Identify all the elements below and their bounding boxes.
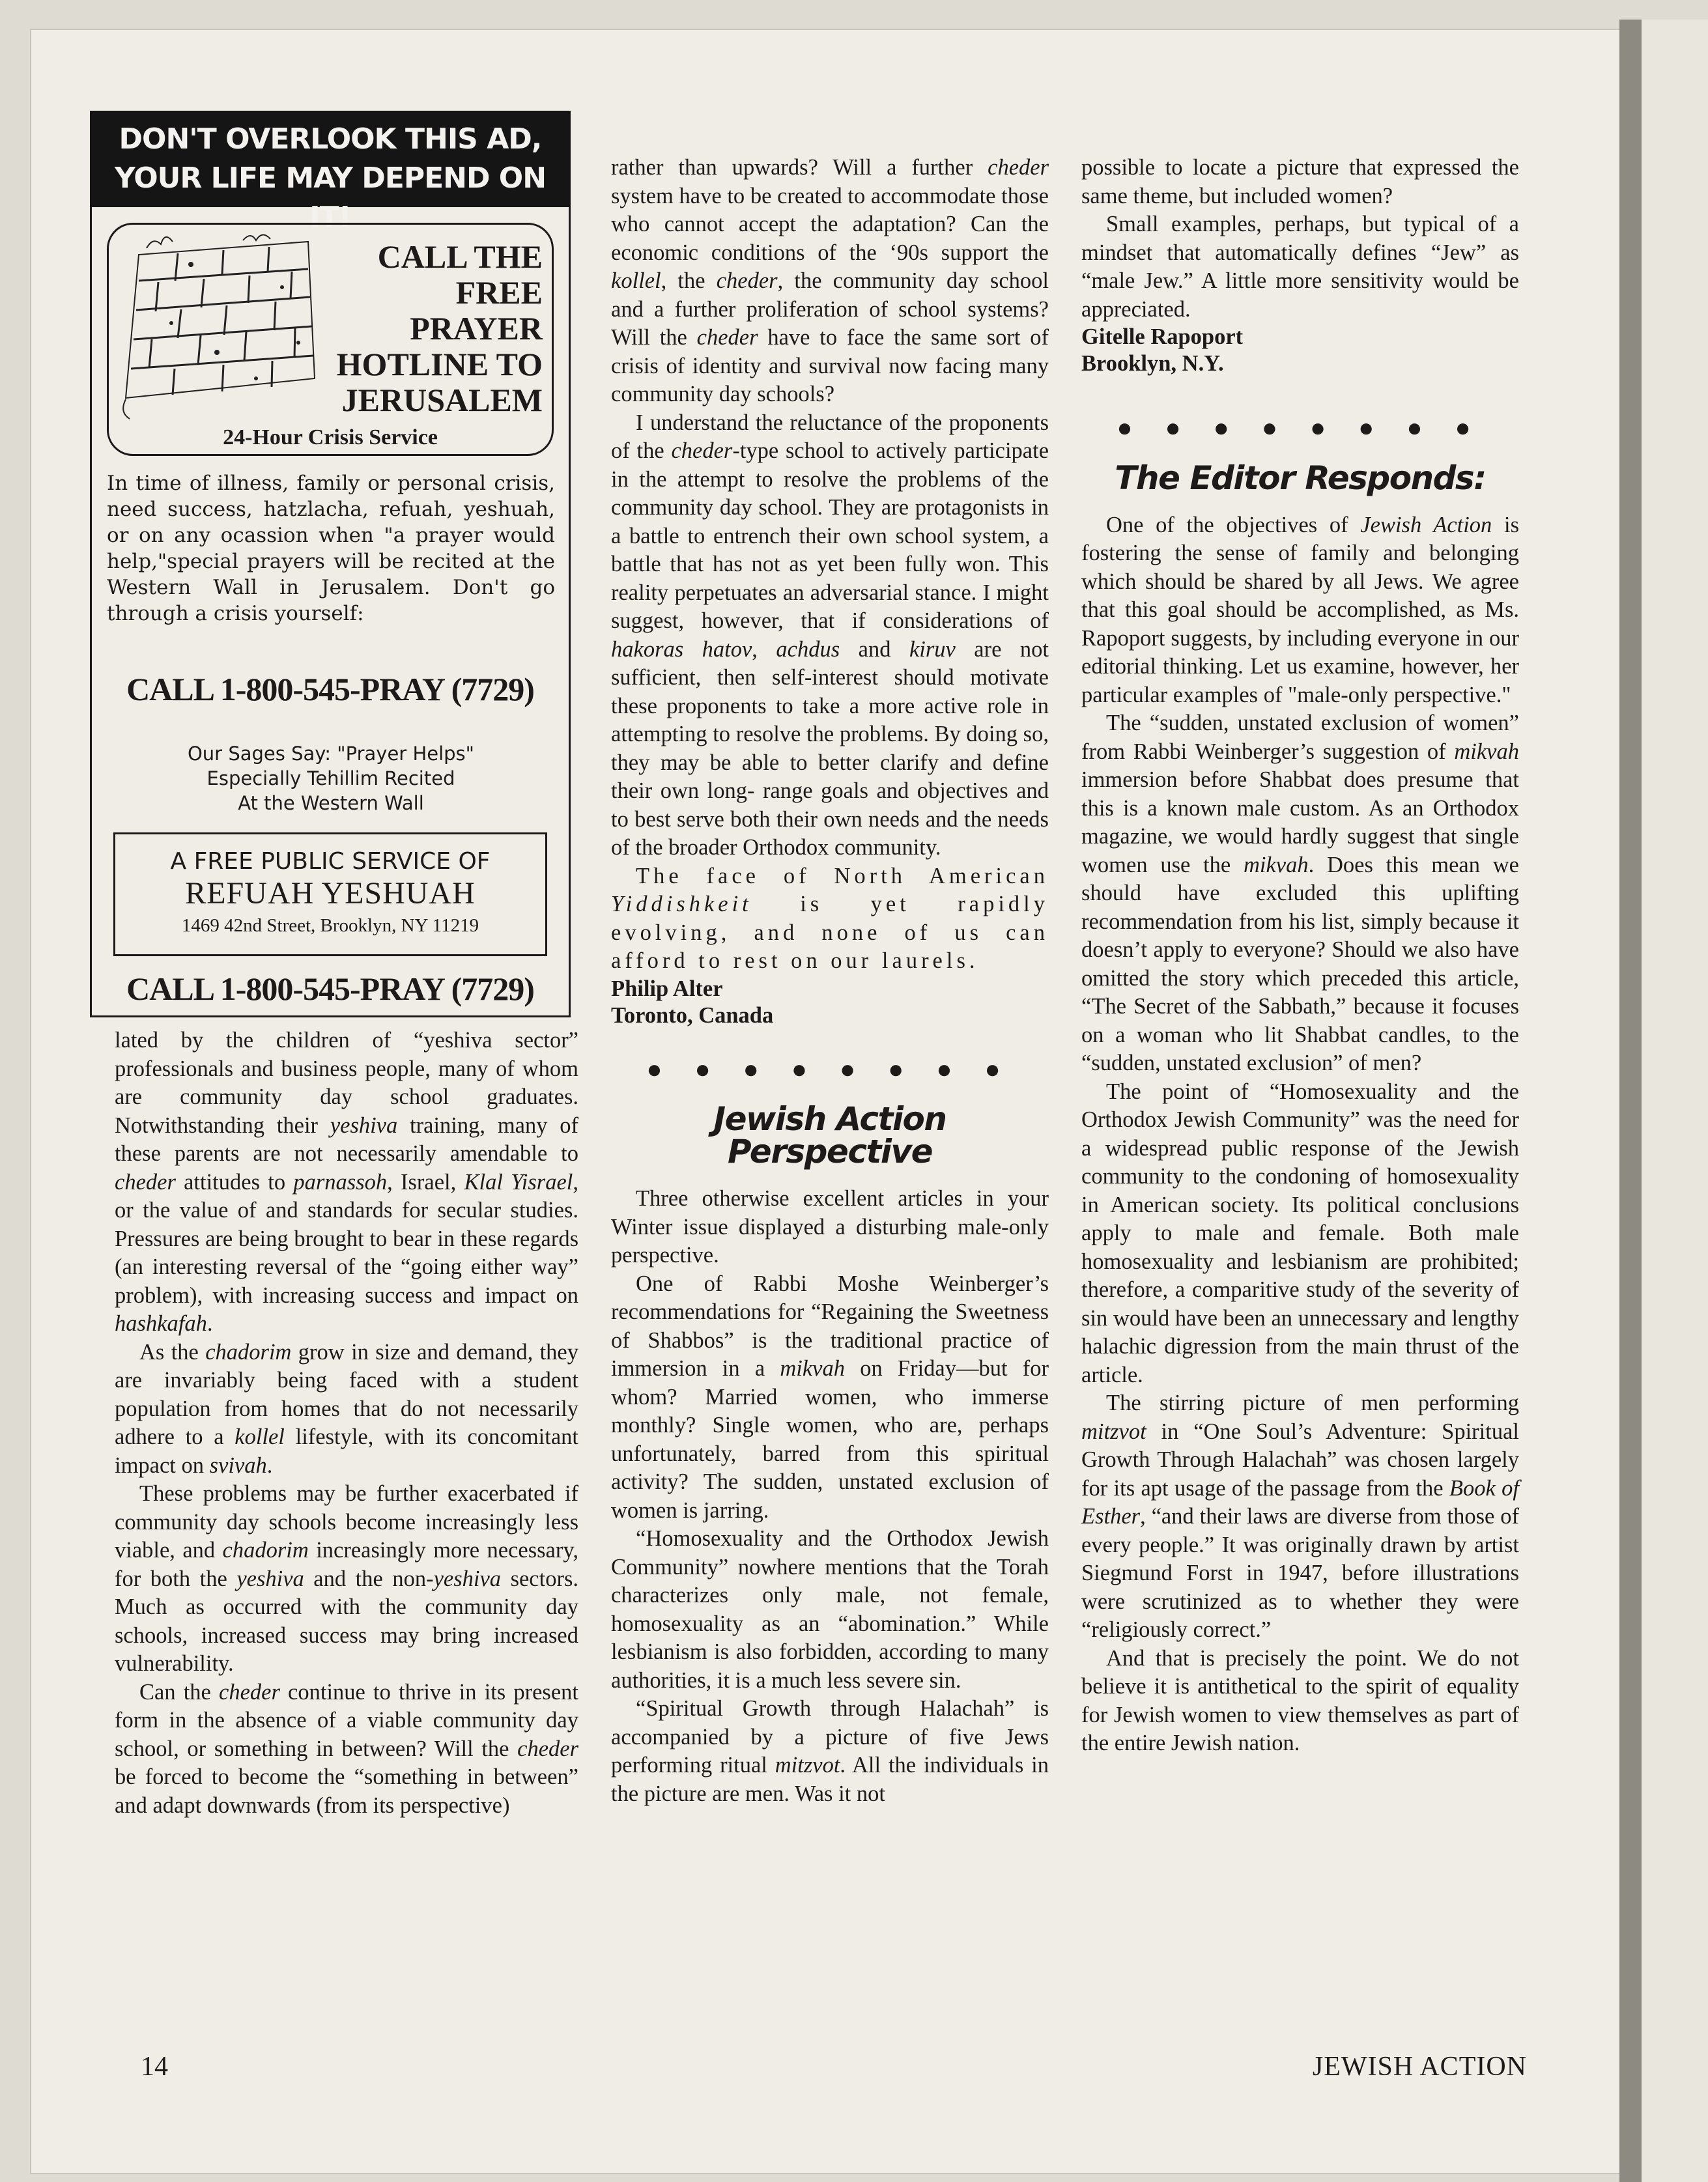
prayer-hotline-ad — [90, 111, 571, 1017]
paragraph: The stirring picture of men performing mitzvot in “One Soul’s Adventure: Spiritual Growth Through Halachah” was chosen largely for its apt usage of the passage from the Book of Esther, “and their laws are diverse from those of every people.” It was originally drawn by artist Siegmund Forst in 1947, before illustrations were scrutinized as to whether they were “religiously correct.” — [1081, 1391, 1519, 1642]
signature-location: Toronto, Canada — [611, 1002, 774, 1028]
paragraph: “Spiritual Growth through Halachah” is accompanied by a picture of five Jews performing ritual mitzvot. All the individuals in the picture are men. Was it not — [611, 1696, 1049, 1806]
italic-term: chadorim — [222, 1538, 309, 1563]
paragraph: I understand the reluctance of the proponents of the cheder-type school to actively participate in the attempt to resolve the problems of the community day school. They are protagonists in a battle to entrench their own school system, a battle that has not as yet been fully won. This reality perpetuates an adversarial stance. I might suggest, however, that if considerations of hakoras hatov, achdus and kiruv are not sufficient, then self-interest should motivate these proponents to take a more active role in attempting to resolve the problems. By doing so, they may be able to better clarify and define their own long- range goals and objectives and to best serve both their own needs and the needs of the broader Orthodox community. — [611, 410, 1049, 860]
italic-term: Yiddishkeit — [611, 892, 752, 916]
hotline-title-line: PRAYER — [410, 310, 543, 347]
italic-term: Jewish Action — [1360, 512, 1492, 537]
service-address: 1469 42nd Street, Brooklyn, NY 11219 — [181, 915, 479, 936]
italic-term: kollel — [235, 1424, 285, 1449]
paragraph: Three otherwise excellent articles in your Winter issue displayed a disturbing male-only perspective. — [611, 1186, 1049, 1268]
public-service-box — [113, 832, 547, 956]
italic-term: parnassoh — [293, 1169, 388, 1195]
service-line-2: REFUAH YESHUAH — [185, 876, 476, 911]
italic-term: cheder — [671, 438, 733, 463]
italic-term: hashkafah — [115, 1311, 207, 1336]
paragraph: The “sudden, unstated exclusion of women” from Rabbi Weinberger’s suggestion of mikvah immersion before Shabbat does presume that this is a known male custom. As an Orthodox magazine, we would hardly suggest that single women use the mikvah. Does this mean we should have excluded this uplifting recommendation from his list, simply because it doesn’t apply to everyone? Should we also have omitted the story which preceded this article, “The Secret of the Sabbath,” because it focuses on a woman who lit Shabbat candles, to the “sudden, unstated exclusion” of men? — [1081, 711, 1519, 1075]
sages-line: Especially Tehillim Recited — [206, 767, 455, 789]
paragraph: “Homosexuality and the Orthodox Jewish Community” nowhere mentions that the Torah characterizes only male, not female, homosexuality as an “abomination.” While lesbianism is also forbidden, according to many authorities, it is a much less severe sin. — [611, 1526, 1049, 1693]
italic-term: kollel — [611, 268, 661, 293]
italic-term: mitzvot — [1081, 1419, 1146, 1444]
western-wall-drawing-icon — [113, 229, 328, 424]
paragraph: Small examples, perhaps, but typical of a mindset that automatically defines “Jew” as “male Jew.” A little more sensitivity would be appreciated. — [1081, 212, 1519, 322]
hotline-title-line: HOTLINE TO — [336, 346, 543, 382]
letter-signature — [1081, 324, 1519, 377]
signature-name: Philip Alter — [611, 976, 723, 1001]
call-number-2: CALL 1-800-545-PRAY (7729) — [126, 971, 534, 1007]
paragraph: rather than upwards? Will a further cheder system have to be created to accommodate those who cannot accept the adaptation? Can the economic conditions of the ‘90s support the kollel, the cheder, the community day school and a further proliferation of school systems? Will the cheder have to face the same sort of crisis of identity and survival now facing many community day schools? — [611, 155, 1049, 406]
italic-term: cheder — [696, 325, 758, 350]
italic-term: kiruv — [909, 636, 956, 662]
paragraph: One of Rabbi Moshe Weinberger’s recommendations for “Regaining the Sweetness of Shabbos” is the traditional practice of immersion in a mikvah on Friday—but for whom? Married women, who immerse monthly? Single women, who are, perhaps unfortunately, barred from this spiritual activity? The sudden, unstated exclusion of women is jarring. — [611, 1271, 1049, 1523]
ad-banner — [90, 111, 571, 234]
hotline-title — [337, 239, 543, 418]
call-number-1: CALL 1-800-545-PRAY (7729) — [126, 671, 534, 707]
italic-term: mitzvot — [775, 1753, 840, 1778]
italic-term: svivah — [209, 1452, 267, 1478]
paragraph: And that is precisely the point. We do not believe it is antithetical to the spirit of equality for Jewish women to view themselves as part of the entire Jewish nation. — [1081, 1645, 1519, 1755]
italic-term: yeshiva — [330, 1112, 398, 1138]
sages-quote — [107, 741, 555, 815]
ad-banner-line: DON'T OVERLOOK THIS AD, — [119, 122, 542, 156]
italic-term: cheder — [115, 1169, 176, 1195]
italic-term: mikvah — [1454, 739, 1519, 764]
service-line-1: A FREE PUBLIC SERVICE OF — [170, 848, 491, 875]
italic-term: yeshiva — [236, 1566, 304, 1591]
paragraph: One of the objectives of Jewish Action is fostering the sense of family and belonging which should be shared by all Jews. We agree that this goal should be accomplished, as Ms. Rapoport suggests, by including everyone in our editorial thinking. Let us examine, however, her particular examples of "male-only perspective." — [1081, 512, 1519, 707]
section-divider-dots: ● ● ● ● ● ● ● ● — [1117, 413, 1484, 442]
hotline-title-line: JERUSALEM — [341, 382, 543, 418]
italic-term: mikvah — [780, 1356, 845, 1381]
heading-line: Perspective — [727, 1133, 933, 1170]
italic-term: hakoras hatov — [611, 636, 752, 662]
article-column-3 — [1081, 154, 1519, 1758]
italic-term: chadorim — [205, 1339, 292, 1365]
italic-term: mikvah — [1243, 852, 1309, 877]
paragraph: These problems may be further exacerbated if community day schools become increasingly less viable, and chadorim increasingly more necessary, for both the yeshiva and the non-yeshiva sectors. Much as occurred with the community day schools, increased success may bring increased vulnerability. — [115, 1481, 578, 1676]
hotline-title-line: CALL THE — [377, 238, 543, 275]
sages-line: Our Sages Say: "Prayer Helps" — [187, 743, 475, 765]
hotline-subtitle: 24-Hour Crisis Service — [223, 425, 438, 449]
italic-term: Book of Esther — [1081, 1475, 1519, 1529]
signature-name: Gitelle Rapoport — [1081, 324, 1244, 349]
letter-signature — [611, 976, 1049, 1029]
italic-term: cheder — [988, 155, 1049, 180]
italic-term: cheder — [517, 1736, 578, 1761]
page-number: 14 — [141, 2052, 168, 2082]
italic-term: cheder — [219, 1679, 280, 1705]
section-heading — [611, 1100, 1049, 1170]
heading-line: Jewish Action — [713, 1100, 947, 1138]
paragraph: As the chadorim grow in size and demand, they are invariably being faced with a student population from homes that do not necessarily adhere to a kollel lifestyle, with its concomitant impact on svivah. — [115, 1339, 579, 1478]
magazine-name: JEWISH ACTION — [1312, 2052, 1527, 2082]
page-spine — [1619, 20, 1642, 2182]
paragraph: possible to locate a picture that expressed the same theme, but included women? — [1081, 155, 1519, 208]
italic-term: yeshiva — [433, 1566, 502, 1591]
sages-line: At the Western Wall — [238, 792, 424, 814]
article-column-1 — [115, 1027, 578, 1820]
paragraph: Can the cheder continue to thrive in its present form in the absence of a viable community day school, or something in between? Will the cheder be forced to become the “something in between” and adapt downwards (from its perspective) — [115, 1679, 578, 1818]
section-heading: The Editor Responds: — [1115, 459, 1486, 497]
paragraph: lated by the children of “yeshiva sector” professionals and business people, many of whom are community day school graduates. Notwithstanding their yeshiva training, many of these parents are not necessarily amendable to cheder attitudes to parnassoh, Israel, Klal Yisrael, or the value of and standards for secular studies. Pressures are being brought to bear in these regards (an interesting reversal of the “going either way” problem), with increasing success and impact on hashkafah. — [115, 1028, 579, 1336]
hotline-title-line: FREE — [455, 274, 543, 311]
section-divider-dots: ● ● ● ● ● ● ● ● — [646, 1054, 1014, 1084]
adjacent-page-edge — [1642, 20, 1708, 2182]
italic-term: achdus — [776, 636, 840, 662]
hotline-box — [107, 223, 554, 456]
paragraph: The point of “Homosexuality and the Orthodox Jewish Community” was the need for a widespread public response of the Jewish community to the condoning of homosexuality in American society. Its political conclusions apply to male and female. Both male homosexuality and lesbianism are prohibited; therefore, a comparitive study of the severity of sin would have been an unnecessary and lengthy halachic digression from the main thrust of the article. — [1081, 1079, 1519, 1387]
italic-term: Klal Yisrael — [464, 1169, 573, 1195]
article-column-2 — [611, 154, 1049, 1808]
paragraph: The face of North American Yiddishkeit is yet rapidly evolving, and none of us can afford to rest on our laurels. — [611, 863, 1049, 973]
ad-body-text: In time of illness, family or personal crisis, need success, hatzlacha, refuah, yeshuah, or on any ocassion when "a prayer would help,"special prayers will be recited at the Western Wall in Jerusalem. Don't go through a crisis yourself: — [107, 472, 555, 625]
signature-location: Brooklyn, N.Y. — [1081, 351, 1224, 376]
italic-term: cheder — [716, 268, 778, 293]
ad-banner-line: YOUR LIFE MAY DEPEND ON IT! — [114, 162, 547, 234]
